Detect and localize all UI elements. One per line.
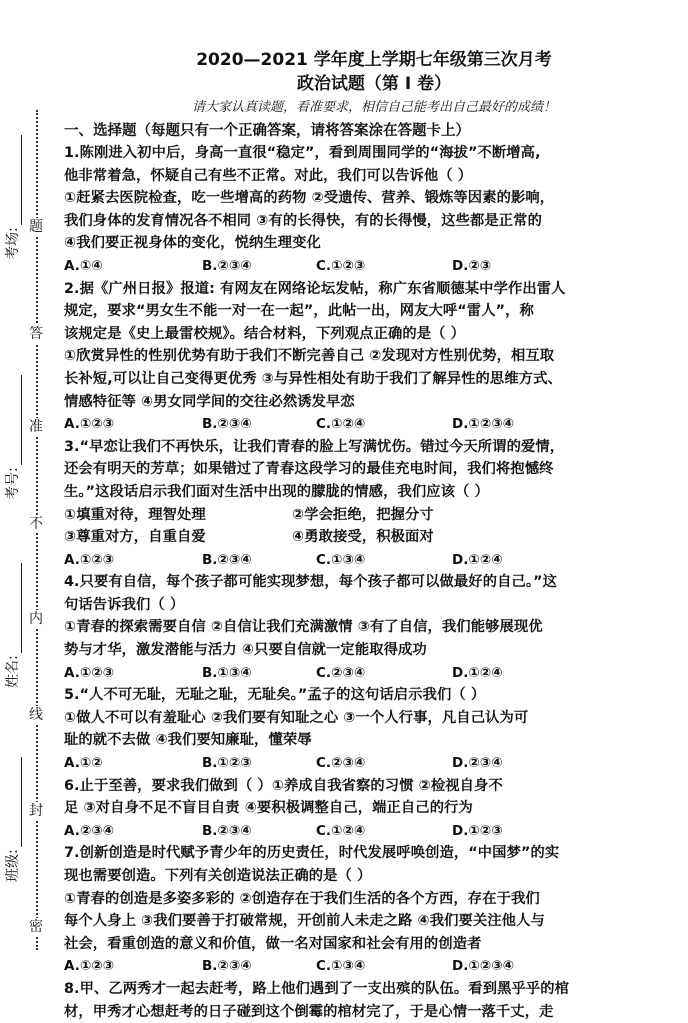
seal-char: 线 [29, 707, 43, 723]
option-a[interactable]: A.①② [64, 755, 103, 772]
name-field[interactable]: 姓名: [2, 563, 22, 688]
seal-char: 密 [29, 919, 43, 935]
option-b[interactable]: B.①②③ [202, 755, 252, 772]
question-line: ①青春的探索需要自信 ②自信让我们充满激情 ③有了自信，我们能够展现优 [64, 619, 543, 636]
question-6 [64, 775, 684, 843]
seal-char: 不 [29, 516, 43, 532]
option-a[interactable]: A.①②③ [64, 664, 115, 681]
question-1 [64, 142, 684, 278]
option-b[interactable]: B.①③④ [202, 664, 252, 681]
question-7 [64, 842, 684, 978]
option-a[interactable]: A.②③④ [64, 822, 115, 839]
question-4 [64, 571, 684, 684]
question-line: 5.“人不可无耻，无耻之耻，无耻矣。”孟子的这句话启示我们（ ） [64, 687, 486, 704]
option-a[interactable]: A.①②③ [64, 416, 115, 433]
question-line: 还会有明天的芳草；如果错过了青春这段学习的最佳充电时间，我们将抱憾终 [64, 461, 554, 478]
option-c[interactable]: C.①③④ [316, 958, 366, 975]
question-line: ①青春的创造是多姿多彩的 ②创造存在于我们生活的各个方西，存在于我们 [64, 890, 540, 907]
question-line: ①欣赏异性的性别优势有助于我们不断完善自己 ②发现对方性别优势，相互取 [64, 348, 555, 365]
answer-options [64, 255, 684, 278]
option-d[interactable]: D.①②③④ [452, 958, 515, 975]
option-d[interactable]: D.①②④ [452, 664, 503, 681]
statement-pair [64, 504, 684, 527]
option-b[interactable]: B.②③④ [202, 958, 252, 975]
option-c[interactable]: C.①②④ [316, 822, 366, 839]
question-2 [64, 278, 684, 436]
question-line: 势与才华，激发潜能与活力 ④只要自信就一定能取得成功 [64, 642, 427, 659]
question-line: ①赶紧去医院检查，吃一些增高的药物 ②受遗传、营养、锻炼等因素的影响， [64, 190, 555, 207]
question-line: 7.创新创造是时代赋予青少年的历史责任，时代发展呼唤创造，“中国梦”的实 [64, 845, 560, 862]
question-line: 每个人身上 ③我们要善于打破常规，开创前人未走之路 ④我们要关注他人与 [64, 913, 545, 930]
question-line: 规定，要求“男女生不能一对一在一起”，此帖一出，网友大呼“雷人”，称 [64, 303, 534, 320]
question-line: 8.甲、乙两秀才一起去赶考，路上他们遇到了一支出殡的队伍。看到黑乎乎的棺 [64, 980, 570, 997]
option-b[interactable]: B.②③④ [202, 822, 252, 839]
question-8 [64, 978, 684, 1023]
binding-margin [0, 110, 62, 960]
question-line: 生。”这段话启示我们面对生活中出现的朦胧的情感，我们应该（ ） [64, 483, 489, 500]
statement-4: ④勇敢接受，积极面对 [292, 529, 434, 546]
question-line: 现也需要创造。下列有关创造说法正确的是（ ） [64, 868, 372, 884]
question-line: ④我们要正视身体的变化，悦纳生理变化 [64, 235, 321, 252]
question-line: 1.陈刚进入初中后，身高一直很“稳定”，看到周围同学的“海拔”不断增高, [64, 145, 541, 161]
option-b[interactable]: B.②③④ [202, 257, 252, 274]
question-line: 2.据《广州日报》报道: 有网友在网络论坛发帖，称广东省顺德某中学作出雷人 [64, 280, 566, 297]
question-line: 足 ③对自身不足不盲目自责 ④要积极调整自己，端正自己的行为 [64, 800, 473, 817]
question-line: 他非常着急，怀疑自己有些不正常。对此，我们可以告诉他（ ） [64, 167, 473, 184]
statement-3: ③尊重对方，自重自爱 [64, 529, 206, 546]
class-field[interactable]: 班级: [2, 757, 22, 882]
question-line: 4.只要有自信，每个孩子都可能实现梦想，每个孩子都可以做最好的自己。”这 [64, 574, 558, 591]
section-heading: 一、选择题（每题只有一个正确答案，请将答案涂在答题卡上） [64, 123, 470, 139]
option-b[interactable]: B.②③④ [202, 416, 252, 433]
option-c[interactable]: C.②③④ [316, 755, 366, 772]
seal-char: 答 [29, 326, 43, 342]
question-line: 社会，看重创造的意义和价值，做一名对国家和社会有用的创造者 [64, 935, 482, 952]
question-line: 耻的就不去做 ④我们要知廉耻，懂荣辱 [64, 732, 312, 749]
question-line: 3.“早恋让我们不再快乐，让我们青春的脸上写满忧伤。错过今天所谓的爱情， [64, 438, 565, 455]
option-c[interactable]: C.①②③ [316, 257, 366, 274]
option-a[interactable]: A.①②③ [64, 958, 115, 975]
option-c[interactable]: C.①③④ [316, 551, 366, 568]
question-line: 长补短,可以让自己变得更优秀 ③与异性相处有助于我们了解异性的思维方式、 [64, 370, 562, 387]
question-line: 材，甲秀才心想赶考的日子碰到这个倒霉的棺材完了，于是心情一落千丈，走 [64, 1003, 554, 1020]
option-c[interactable]: C.①②④ [316, 416, 366, 433]
option-d[interactable]: D.①②④ [452, 551, 503, 568]
question-line: 该规定是《史上最雷校规》。结合材料，下列观点正确的是（ ） [64, 325, 466, 342]
option-d[interactable]: D.②③④ [452, 755, 503, 772]
seal-char: 准 [29, 419, 43, 435]
answer-options [64, 955, 684, 978]
option-c[interactable]: C.②③④ [316, 664, 366, 681]
exam-number-field[interactable]: 考号: [2, 375, 22, 500]
answer-options [64, 413, 684, 436]
answer-options [64, 549, 684, 572]
question-line: 6.止于至善，要求我们做到（ ）①养成自我省察的习惯 ②检视自身不 [64, 777, 503, 794]
answer-options [64, 662, 684, 685]
exam-content [64, 48, 684, 1023]
question-line: 情感特征等 ④男女同学间的交往必然诱发早恋 [64, 393, 355, 410]
question-3 [64, 436, 684, 572]
seal-char: 题 [29, 219, 43, 235]
option-a[interactable]: A.①④ [64, 257, 103, 274]
statement-pair [64, 526, 684, 549]
exam-subtitle: 政治试题（第 I 卷） [296, 74, 452, 94]
question-5 [64, 684, 684, 774]
exam-title: 2020—2021 学年度上学期七年级第三次月考 [196, 50, 552, 70]
seal-char: 封 [29, 803, 43, 819]
question-line: 句话告诉我们（ ） [64, 596, 185, 613]
option-d[interactable]: D.②③ [452, 257, 492, 274]
option-d[interactable]: D.①②③④ [452, 416, 515, 433]
statement-1: ①填重对待，理智处理 [64, 506, 206, 523]
option-d[interactable]: D.①②③ [452, 822, 503, 839]
question-line: 我们身体的发育情况各不相同 ③有的长得快，有的长得慢，这些都是正常的 [64, 212, 542, 229]
answer-options [64, 752, 684, 775]
statement-2: ②学会拒绝，把握分寸 [292, 506, 434, 523]
exam-room-field[interactable]: 考场: [2, 135, 22, 260]
seal-char: 内 [29, 611, 43, 627]
option-b[interactable]: B.②③④ [202, 551, 252, 568]
option-a[interactable]: A.①②③ [64, 551, 115, 568]
answer-options [64, 820, 684, 843]
question-line: ①做人不可以有羞耻心 ②我们要有知耻之心 ③一个人行事，凡自己认为可 [64, 709, 529, 726]
exam-motto: 请大家认真读题，看准要求，相信自己能考出自己最好的成绩！ [191, 100, 556, 115]
